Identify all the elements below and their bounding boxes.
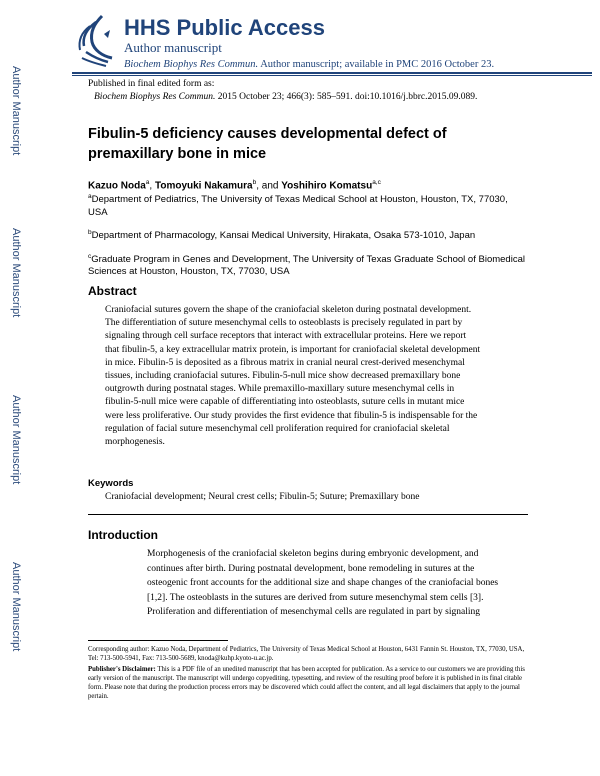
abstract-line: in mice. Fibulin-5 is deposited as a fibrous matrix in cranial neural crest-derived mesenchymal (105, 357, 465, 368)
publication-info (88, 78, 477, 104)
hhs-eagle-logo-icon (72, 12, 122, 68)
introduction-line: Morphogenesis of the craniofacial skeleton begins during embryonic development, and (147, 549, 479, 559)
footnotes (88, 645, 528, 703)
abstract-body (105, 304, 525, 449)
side-label-author-manuscript-3: Author Manuscript (10, 395, 22, 485)
affiliation-b (88, 227, 528, 243)
affiliation-text: Department of Pediatrics, The University of Texas Medical School at Houston, Houston, TX, 77030, USA (88, 194, 508, 218)
header-divider (72, 72, 592, 74)
abstract-line: fibulin-5-null mice were capable of differentiating into osteoblasts, suture cells in mutant mice (105, 397, 465, 408)
author-name: Tomoyuki Nakamura (154, 180, 253, 192)
side-label-author-manuscript-1: Author Manuscript (10, 66, 22, 156)
affiliation-sup: b (88, 229, 92, 237)
introduction-line: [1,2]. The osteoblasts in the sutures are derived from suture mesenchymal stem cells [3]. (147, 592, 484, 603)
affiliations (88, 191, 528, 287)
introduction-body (147, 547, 547, 620)
side-label-author-manuscript-2: Author Manuscript (10, 228, 22, 318)
author-separator: , and (256, 180, 282, 192)
journal-availability-line (124, 58, 494, 72)
abstract-line: morphogenesis. (105, 437, 165, 448)
citation-line (88, 91, 477, 104)
introduction-line: osteogenic front accounts for the additional size and shape changes of the craniofacial bones (147, 578, 499, 588)
abstract-line: signaling through cell surface receptors that interact with extracellular proteins. Here we report (105, 331, 467, 342)
hhs-public-access-title: HHS Public Access (124, 15, 325, 40)
citation-details: 2015 October 23; 466(3): 585–591. doi:10.1016/j.bbrc.2015.09.089. (215, 92, 478, 102)
introduction-line: Proliferation and differentiation of mesenchymal cells are regulated in part by signaling (147, 607, 481, 617)
disclaimer-label: Publisher's Disclaimer: (88, 666, 156, 673)
introduction-heading: Introduction (88, 528, 158, 542)
affiliation-sup: c (88, 252, 92, 260)
header-divider-thin (72, 75, 592, 76)
affiliation-text: Department of Pharmacology, Kansai Medical University, Hirakata, Osaka 573-1010, Japan (91, 230, 476, 242)
affiliation-text: Graduate Program in Genes and Development, The University of Texas Graduate School of Biomedical Sciences at Houston, Houston, TX, 77030, USA (88, 253, 525, 278)
abstract-line: tissues, including craniofacial sutures. Fibulin-5-null mice show decreased premaxillary bone (105, 371, 461, 382)
author-sup: a,c (372, 179, 381, 186)
publisher-disclaimer (88, 665, 528, 701)
author-separator: , (149, 180, 155, 192)
affiliation-a (88, 191, 528, 219)
author-sup: b (252, 179, 257, 186)
journal-name: Biochem Biophys Res Commun. (124, 59, 259, 70)
author-manuscript-subtitle: Author manuscript (124, 40, 222, 55)
author-sup: a (145, 179, 150, 186)
citation-journal: Biochem Biophys Res Commun. (94, 92, 216, 102)
abstract-line: that fibulin-5, a key extracellular matrix protein, is important for craniofacial skeletal development (105, 344, 481, 355)
abstract-line: outgrowth during postnatal stages. While premaxillo-maxillary suture mesenchymal cells in (105, 384, 455, 395)
article-title: Fibulin-5 deficiency causes developmental defect of premaxillary bone in mice (88, 126, 447, 162)
keywords-divider (88, 514, 528, 515)
hhs-header (72, 12, 592, 74)
disclaimer-text: This is a PDF file of an unedited manuscript that has been accepted for publication. As a service to our customers we are providing this early version of the manuscript. The manuscript will undergo copyediting, typesetting, and review of the resulting proof before it is published in its final citable form. Please note that during the production process errors may be discovered which could affect the content, and all legal disclaimers that apply to the journal pertain. (88, 666, 525, 700)
corresponding-author-note: Corresponding author: Kazuo Noda, Department of Pediatrics, The University of Texas Medical School at Houston, 6431 Fannin St. Houston, TX, 77030, USA, Tel: 713-500-5941, Fax: 713-500-5689, knoda@kuhp.kyoto-u.ac.jp. (88, 646, 525, 662)
introduction-line: continues after birth. During postnatal development, bone remodeling in sutures at the (147, 563, 475, 574)
author-name: Kazuo Noda (88, 180, 146, 192)
side-label-author-manuscript-4: Author Manuscript (10, 562, 22, 652)
abstract-line: The differentiation of suture mesenchymal cells to osteoblasts is precisely regulated in part by (105, 318, 463, 329)
keywords-text: Craniofacial development; Neural crest cells; Fibulin-5; Suture; Premaxillary bone (105, 492, 420, 502)
affiliation-c (88, 251, 528, 279)
affiliation-sup: a (88, 193, 92, 200)
abstract-heading: Abstract (88, 284, 137, 298)
author-name: Yoshihiro Komatsu (281, 180, 373, 192)
availability-text: Author manuscript; available in PMC 2016 October 23. (258, 59, 495, 70)
published-label: Published in final edited form as: (88, 79, 215, 89)
footnote-divider (88, 640, 228, 641)
abstract-line: were less proliferative. Our study provides the first evidence that fibulin-5 is indispensable for the (105, 410, 478, 421)
abstract-line: Craniofacial sutures govern the shape of the craniofacial skeleton during postnatal development. (105, 305, 472, 315)
abstract-line: regulation of facial suture mesenchymal cell proliferation required for craniofacial skeletal (105, 423, 450, 434)
author-list (88, 176, 381, 192)
keywords-heading: Keywords (88, 478, 134, 489)
